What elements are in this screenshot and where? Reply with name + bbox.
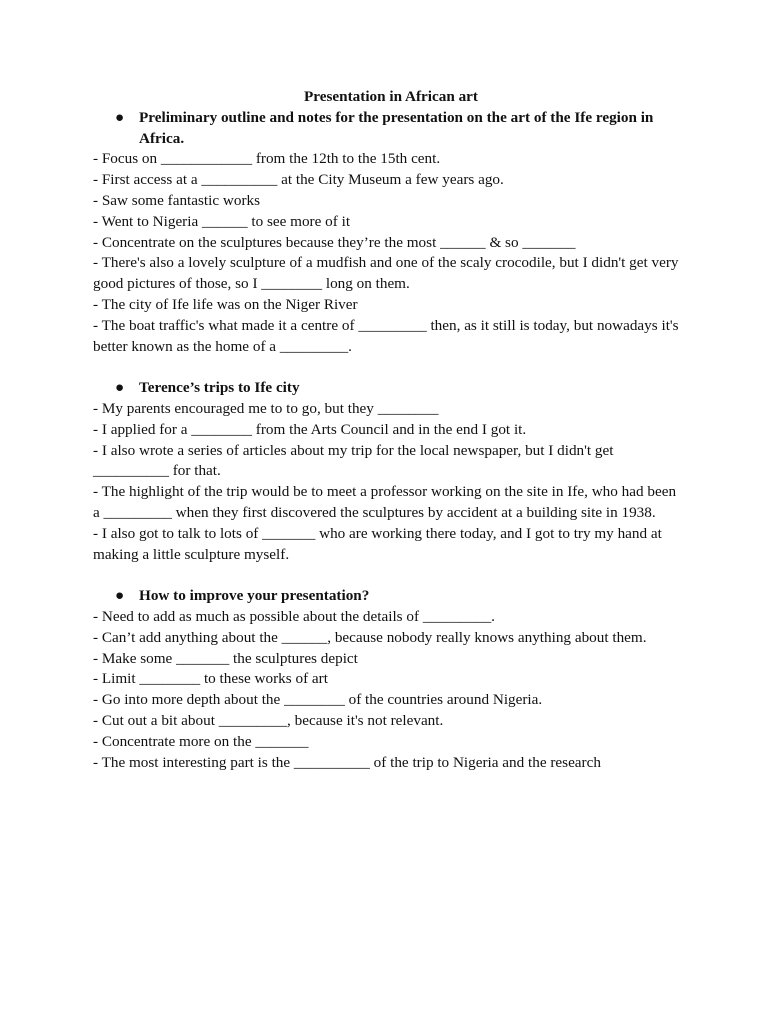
section-heading-trips xyxy=(93,378,683,399)
trips-line: - I also wrote a series of articles about my trip for the local newspaper, but I didn't get __________ for that. xyxy=(93,441,614,480)
section-heading-outline xyxy=(93,108,683,150)
trips-line: - The highlight of the trip would be to meet a professor working on the site in Ife, who had been a _________ when they first discovered the sculptures by accident at a building site in 1938. xyxy=(93,483,677,521)
improve-line: - Need to add as much as possible about the details of _________. xyxy=(93,607,495,625)
bullet-icon: ● xyxy=(115,108,125,126)
document-page xyxy=(93,87,683,773)
section-heading-improve xyxy=(93,586,683,607)
improve-line: - Can’t add anything about the ______, because nobody really knows anything about them. xyxy=(93,628,647,646)
outline-line: - Concentrate on the sculptures because they’re the most ______ & so _______ xyxy=(93,233,576,251)
improve-line: - Limit ________ to these works of art xyxy=(93,670,328,688)
improve-line: - Make some _______ the sculptures depict xyxy=(93,649,358,667)
trips-line: - I applied for a ________ from the Arts Council and in the end I got it. xyxy=(93,420,527,438)
section-heading-text: How to improve your presentation? xyxy=(139,587,370,605)
improve-line: - The most interesting part is the __________ of the trip to Nigeria and the research xyxy=(93,753,601,771)
outline-line: - First access at a __________ at the City Museum a few years ago. xyxy=(93,171,504,189)
trips-line: - My parents encouraged me to to go, but they ________ xyxy=(93,399,439,417)
outline-line: - The boat traffic's what made it a centre of _________ then, as it still is today, but nowadays it's better known as the home of a _________. xyxy=(93,316,679,355)
outline-line: - There's also a lovely sculpture of a mudfish and one of the scaly crocodile, but I didn't get very good pictures of those, so I ________ long on them. xyxy=(93,254,679,293)
improve-line: - Go into more depth about the ________ of the countries around Nigeria. xyxy=(93,691,543,709)
section-spacer xyxy=(93,565,683,586)
trips-line: - I also got to talk to lots of _______ who are working there today, and I got to try my hand at making a little sculpture myself. xyxy=(93,524,662,563)
improve-line: - Concentrate more on the _______ xyxy=(93,732,309,750)
bullet-icon: ● xyxy=(115,379,125,397)
improve-line: - Cut out a bit about _________, because it's not relevant. xyxy=(93,711,444,729)
bullet-icon: ● xyxy=(115,587,125,605)
outline-line: - Saw some fantastic works xyxy=(93,191,261,209)
section-heading-text: Preliminary outline and notes for the presentation on the art of the Ife region in Africa. xyxy=(139,108,654,147)
outline-line: - Focus on ____________ from the 12th to the 15th cent. xyxy=(93,150,441,168)
section-spacer xyxy=(93,357,683,378)
page-title: Presentation in African art xyxy=(304,88,478,105)
section-heading-text: Terence’s trips to Ife city xyxy=(139,379,300,397)
outline-line: - The city of Ife life was on the Niger River xyxy=(93,295,358,313)
outline-line: - Went to Nigeria ______ to see more of it xyxy=(93,212,351,230)
